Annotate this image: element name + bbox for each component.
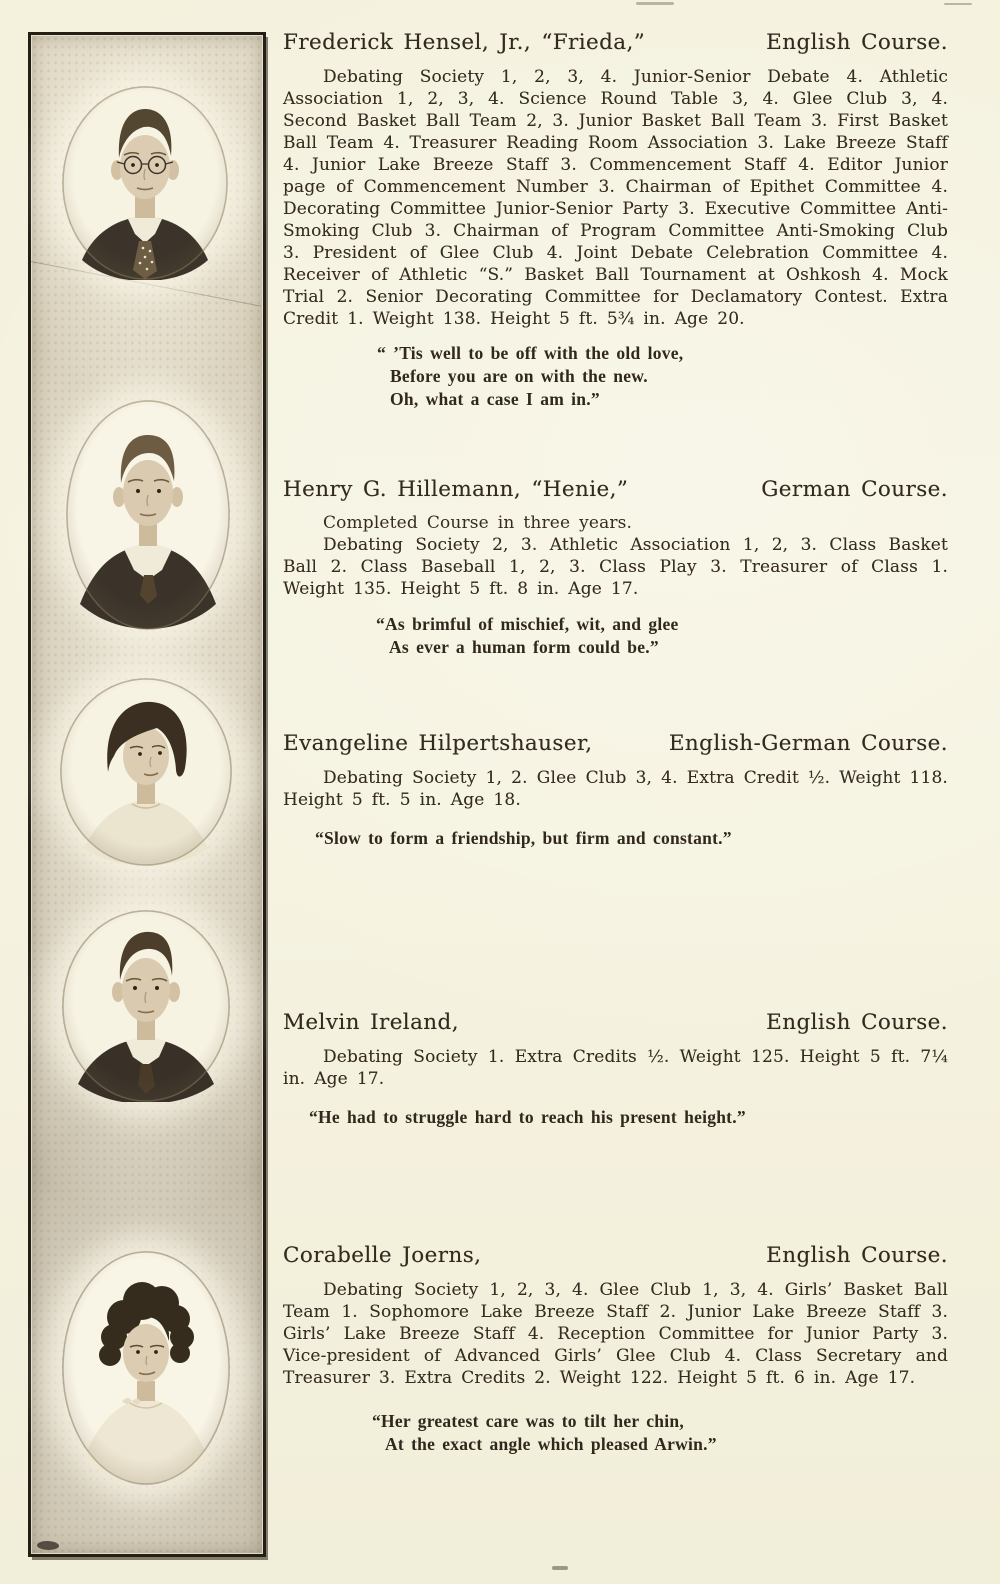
entry-title-row xyxy=(283,477,948,503)
entry-henry-hillemann xyxy=(283,477,948,659)
portrait-photo-strip xyxy=(28,32,266,1557)
course-label: German Course. xyxy=(761,477,948,502)
quote-block xyxy=(315,827,948,850)
activities-text: Debating Society 1. Extra Credits ½. Weight 125. Height 5 ft. 7¼ in. Age 17. xyxy=(283,1047,948,1089)
entry-melvin-ireland xyxy=(283,1010,948,1129)
course-label: English-German Course. xyxy=(668,731,948,756)
quote-line: “Her greatest care was to tilt her chin, xyxy=(372,1411,684,1431)
student-name: Henry G. Hillemann, “Henie,” xyxy=(283,477,629,502)
portrait-corabelle-joerns xyxy=(62,1251,230,1485)
entry-title-row xyxy=(283,30,948,56)
young-man-icon xyxy=(66,400,230,630)
young-woman-curly-hair-icon xyxy=(62,1251,230,1485)
quote-block xyxy=(377,342,948,411)
entry-title-row xyxy=(283,731,948,757)
portrait-melvin-ireland xyxy=(62,910,230,1102)
quote-block xyxy=(309,1106,948,1129)
student-name: Frederick Hensel, Jr., “Frieda,” xyxy=(283,30,646,55)
quote-line: At the exact angle which pleased Arwin.” xyxy=(385,1434,717,1454)
quote-line: As ever a human form could be.” xyxy=(389,637,659,657)
portrait-frederick-hensel xyxy=(62,86,228,280)
entry-frederick-hensel xyxy=(283,30,948,411)
biography-text-column xyxy=(283,0,948,1584)
student-name: Corabelle Joerns, xyxy=(283,1243,482,1268)
activities-text: Debating Society 1, 2. Glee Club 3, 4. Extra Credit ½. Weight 118. Height 5 ft. 5 in. Age 18. xyxy=(283,768,948,810)
student-name: Melvin Ireland, xyxy=(283,1010,459,1035)
portrait-henry-hillemann xyxy=(66,400,230,630)
activities-text: Debating Society 1, 2, 3, 4. Junior-Senior Debate 4. Athletic Association 1, 2, 3, 4. Science Round Table 3, 4. Glee Club 3, 4. Second Basket Ball Team 2, 3. Junior Basket Ball Team 3. First Basket Ball Team 4. Treasurer Reading Room Association 3. Lake Breeze Staff 4. Junior Lake Breeze Staff 3. Commencement Staff 4. Editor Junior page of Commencement Number 3. Chairman of Epithet Committee 4. Decorating Committee Junior-Senior Party 3. Executive Committee Anti-Smoking Club 3. Chairman of Program Committee Anti-Smoking Club 3. President of Glee Club 4. Joint Debate Celebration Committee 4. Receiver of Athletic “S.” Basket Ball Tournament at Oshkosh 4. Mock Trial 2. Senior Decorating Committee for Declamatory Contest. Extra Credit 1. Weight 138. Height 5 ft. 5¾ in. Age 20. xyxy=(283,67,948,329)
completion-note: Completed Course in three years. xyxy=(323,513,633,533)
quote-line: Before you are on with the new. xyxy=(390,366,648,386)
entry-title-row xyxy=(283,1243,948,1269)
quote-line: “He had to struggle hard to reach his present height.” xyxy=(309,1107,746,1127)
quote-block xyxy=(372,1410,948,1456)
activities-text: Debating Society 2, 3. Athletic Association 1, 2, 3. Class Basket Ball 2. Class Baseball 1, 2, 3. Class Play 3. Treasurer of Class 1. Weight 135. Height 5 ft. 8 in. Age 17. xyxy=(283,535,948,599)
activities-text: Debating Society 1, 2, 3, 4. Glee Club 1, 3, 4. Girls’ Basket Ball Team 1. Sophomore Lake Breeze Staff 2. Junior Lake Breeze Staff 3. Girls’ Lake Breeze Staff 4. Reception Committee for Junior Party 3. Vice-president of Advanced Girls’ Glee Club 4. Class Secretary and Treasurer 3. Extra Credits 2. Weight 122. Height 5 ft. 6 in. Age 17. xyxy=(283,1280,948,1388)
quote-line: “Slow to form a friendship, but firm and constant.” xyxy=(315,828,732,848)
quote-block xyxy=(376,613,948,659)
entry-evangeline-hilpertshauser xyxy=(283,731,948,850)
course-label: English Course. xyxy=(766,1243,948,1268)
quote-line: “ ’Tis well to be off with the old love, xyxy=(377,343,684,363)
young-man-round-glasses-icon xyxy=(62,86,228,280)
young-man-side-part-icon xyxy=(62,910,230,1102)
course-label: English Course. xyxy=(766,30,948,55)
course-label: English Course. xyxy=(766,1010,948,1035)
scan-artifact xyxy=(944,3,972,5)
young-woman-bob-icon xyxy=(60,678,232,866)
quote-line: “As brimful of mischief, wit, and glee xyxy=(376,614,679,634)
entry-corabelle-joerns xyxy=(283,1243,948,1456)
portrait-evangeline-hilpertshauser xyxy=(60,678,232,866)
quote-line: Oh, what a case I am in.” xyxy=(390,389,600,409)
student-name: Evangeline Hilpertshauser, xyxy=(283,731,593,756)
ink-blotch xyxy=(37,1541,59,1550)
entry-title-row xyxy=(283,1010,948,1036)
